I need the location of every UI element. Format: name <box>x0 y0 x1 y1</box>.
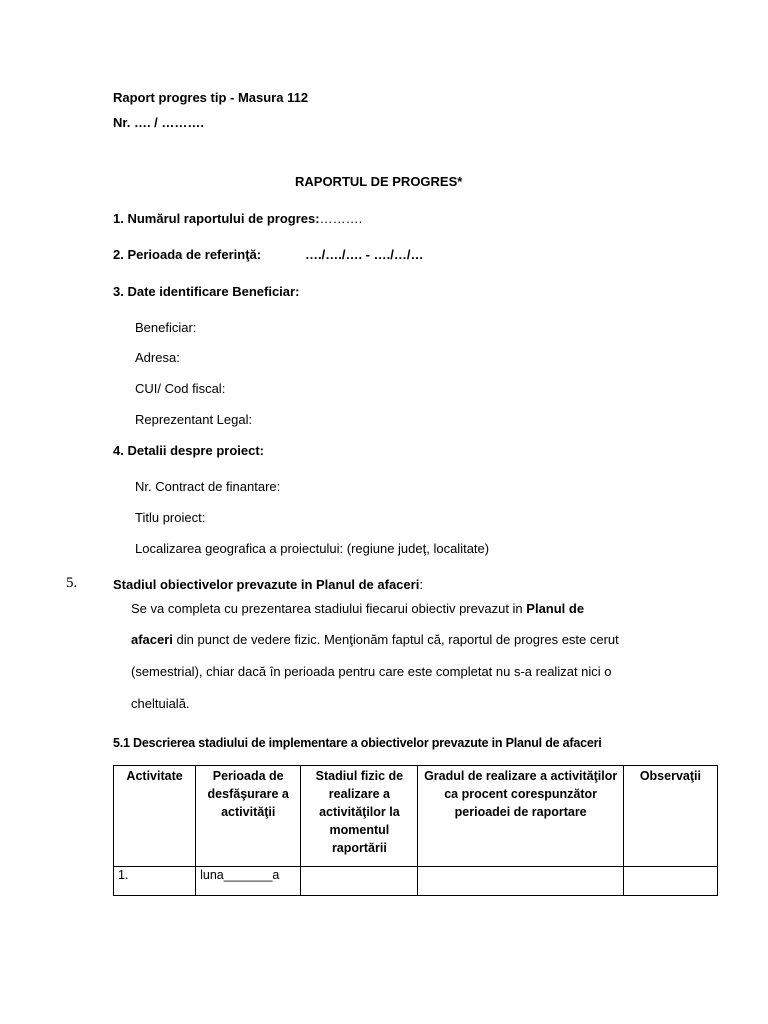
field-cui: CUI/ Cod fiscal: <box>135 381 226 396</box>
section-2-value: …./…./…. - …./…/… <box>305 247 424 262</box>
para-bold-text: afaceri <box>131 632 173 647</box>
table-cell[interactable] <box>623 867 717 896</box>
section-1-label: 1. Numărul raportului de progres: <box>113 211 320 226</box>
section-1 <box>113 211 362 226</box>
section-5-label: Stadiul obiectivelor prevazute in Planul de afaceri <box>113 577 420 592</box>
activities-table <box>113 765 718 896</box>
report-type-line: Raport progres tip - Masura 112 <box>113 90 309 105</box>
section-5-number: 5. <box>66 575 78 591</box>
field-beneficiar: Beneficiar: <box>135 320 197 335</box>
section-1-value: ………. <box>319 211 363 226</box>
section-5-heading <box>113 577 423 592</box>
table-cell[interactable] <box>301 867 418 896</box>
section-2-label: 2. Perioada de referinţă: <box>113 247 262 262</box>
section-5-para-line-2 <box>131 632 619 647</box>
col-header-activitate: Activitate <box>114 766 196 867</box>
field-localizare: Localizarea geografica a proiectului: (regiune judeţ, localitate) <box>135 541 490 556</box>
table-cell[interactable]: luna_______a <box>196 867 301 896</box>
report-number-line: Nr. …. / ………. <box>113 115 205 130</box>
table-cell[interactable]: 1. <box>114 867 196 896</box>
col-header-gradul: Gradul de realizare a activităţilor ca procent corespunzător perioadei de raportare <box>418 766 623 867</box>
para-text: Se va completa cu prezentarea stadiului fiecarui obiectiv prevazut in <box>131 601 527 616</box>
field-titlu: Titlu proiect: <box>135 510 206 525</box>
para-bold-text: Planul de <box>526 601 585 616</box>
section-4-label: 4. Detalii despre proiect: <box>113 443 264 458</box>
field-adresa: Adresa: <box>135 350 180 365</box>
section-5-colon: : <box>419 577 423 592</box>
section-5-1-label: 5.1 Descrierea stadiului de implementare a obiectivelor prevazute in Planul de afaceri <box>113 736 602 750</box>
section-5-para-line-1 <box>131 601 584 616</box>
col-header-observatii: Observaţii <box>623 766 717 867</box>
table-row <box>114 867 718 896</box>
document-title: RAPORTUL DE PROGRES* <box>295 174 463 189</box>
para-text: din punct de vedere fizic. Menţionăm faptul că, raportul de progres este cerut <box>172 632 619 647</box>
table-cell[interactable] <box>418 867 623 896</box>
col-header-stadiul: Stadiul fizic de realizare a activităţilor la momentul raportării <box>301 766 418 867</box>
section-5-para-line-3: (semestrial), chiar dacă în perioada pentru care este completat nu s-a realizat nici o <box>131 664 612 679</box>
col-header-perioada: Perioada de desfăşurare a activităţii <box>196 766 301 867</box>
table-header-row <box>114 766 718 867</box>
field-reprezentant: Reprezentant Legal: <box>135 412 253 427</box>
section-3-label: 3. Date identificare Beneficiar: <box>113 284 300 299</box>
section-5-para-line-4: cheltuială. <box>131 696 190 711</box>
field-contract: Nr. Contract de finantare: <box>135 479 281 494</box>
